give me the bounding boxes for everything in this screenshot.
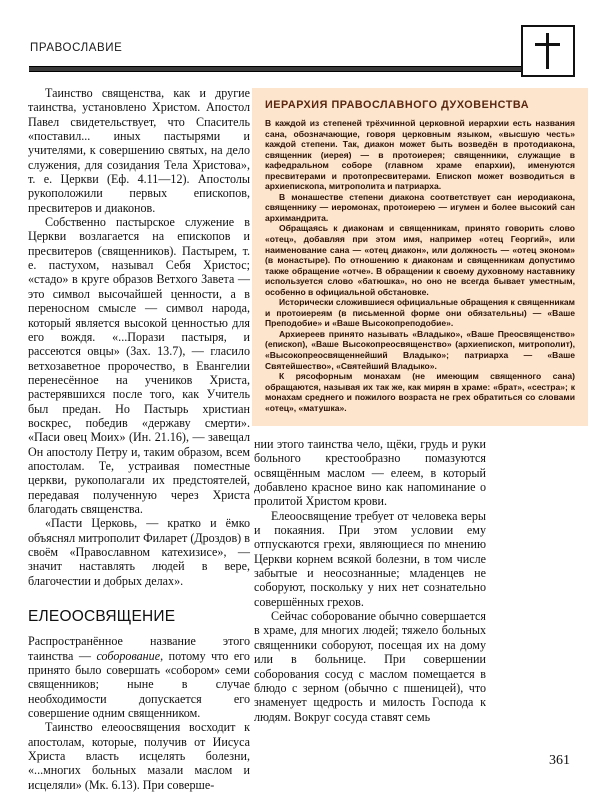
paragraph: Елеоосвящение требует от человека веры и покаяния. При этом условии ему отпускаются грехи, являющиеся по мнению Церкви корнем всякой болезни, в том числе забытые и неосознанные; младенцев не соборуют, поскольку у них нет сознательно совершённых грехов. (254, 508, 486, 609)
sidebar-paragraph: В монашестве степени диакона соответствует сан иеродиакона, священнику — иеромонах, протоиерею — игумен и более высокий сан архимандрита. (265, 191, 575, 223)
paragraph: Таинство священства, как и другие таинства, установлено Христом. Апостол Павел свидетельствует, что Спаситель «поставил... иных пастырями и учителями, к совершению святых, на дело служения, для созидания Тела Христова», т. е. Церкви (Еф. 4.11—12). Апостолы рукоположили первых епископов, пресвитеров и диаконов. (28, 86, 250, 215)
highlighted-sidebar-box (252, 88, 588, 426)
cross-vertical-bar (546, 33, 549, 69)
paragraph: Собственно пастырское служение в Церкви возлагается на епископов и пресвитеров (священников). Пастырем, т. е. пастухом, называл Себя Христос; «стадо» в круге образов Ветхого Завета — это символ высочайшей ценности, а в переносном смысле — символ народа, который является высокой ценностью для его вождя. «...Порази пастыря, и рассеются овцы» (Зах. 13.7), — гласило ветхозаветное пророчество, в Евангелии перенесённое на учеников Христа, растерявшихся после того, как Учитель был предан. Но Пастырь христиан воскрес, победив «державу смерти». «Паси овец Моих» (Ин. 21.16), — завещал Он апостолу Петру и, таким образом, всем апостолам. Те, устраивая поместные церкви, рукополагали их предстоятелей, передавая полученную через Христа благодать священства. (28, 215, 250, 516)
sidebar-paragraph: К рясофорным монахам (не имеющим священного сана) обращаются, называя их так же, как мирян в храме: «брат», «сестра»; к монахам среднего и пожилого возраста не грех обратиться со словами «отец», «матушка». (265, 371, 575, 413)
sidebar-paragraph: Исторически сложившиеся официальные обращения к священникам и протоиереям (в письменной форме они обязательны) — «Ваше Преподобие» и «Ваше Высокопреподобие». (265, 297, 575, 329)
left-text-column (28, 86, 250, 792)
emphasized-term: соборование (96, 648, 161, 663)
paragraph-text-part: , потому что его принято было совершать «собором» семи священников; ныне в случае необходимости допускается его совершение одним священником. (28, 648, 250, 721)
sidebar-paragraph: Обращаясь к диаконам и священникам, принято говорить слово «отец», добавляя при этом имя, например «отец Георгий», или наименование сана — «отец диакон», или должность — «отец эконом» (в монастыре). По отношению к диаконам и священникам допустимо также обращение «отче». В обращении к своему духовному наставнику используется слово «батюшка», но оно не всегда бывает уместным, особенно в официальной обстановке. (265, 223, 575, 297)
header-rule (29, 66, 541, 72)
paragraph (28, 634, 250, 720)
sidebar-paragraph: В каждой из степеней трёхчинной церковной иерархии есть названия сана, обозначающие, говоря церковным языком, «высшую честь» каждой степени. Так, диакон может быть возведён в протодиакона, священник (иерея) — в протоиерея; священники, служащие в кафедральном соборе (главном храме епархии), именуются пресвитерами и протопресвитерами. Епископ может возводиться в архиепископа, митрополита и патриарха. (265, 118, 575, 192)
paragraph: нии этого таинства чело, щёки, грудь и руки больного крестообразно помазуются освящённым маслом — елеем, в который добавлено красное вино как напоминание о пролитой Христом крови. (254, 437, 486, 509)
sidebar-title: ИЕРАРХИЯ ПРАВОСЛАВНОГО ДУХОВЕНСТВА (265, 99, 530, 111)
cross-icon (521, 25, 575, 77)
sidebar-paragraph: Архиереев принято называть «Владыко», «Ваше Преосвященство» (епископ), «Ваше Высокопреосвященство» (архиепископ, митрополит), «Высокопреосвященнейший Владыко»; патриарха — «Ваше Святейшество», «Святейший Владыко». (265, 328, 575, 371)
page-section-title: ЕЛЕООСВЯЩЕНИЕ (28, 608, 176, 626)
running-head: ПРАВОСЛАВИЕ (30, 42, 123, 54)
right-text-column (254, 437, 486, 724)
paragraph: Таинство елеоосвящения восходит к апостолам, которые, получив от Иисуса Христа власть исцелять болезни, «...многих больных мазали маслом и исцеляли» (Мк. 6.13). При соверше- (28, 720, 250, 792)
paragraph: «Пасти Церковь, — кратко и ёмко объяснял митрополит Филарет (Дроздов) в своём «Православном катехизисе», — значит наставлять людей в вере, благочестии и добрых делах». (28, 516, 250, 588)
page-number: 361 (549, 753, 570, 768)
paragraph: Сейчас соборование обычно совершается в храме, для многих людей; тяжело больных священники соборуют, посещая их на дому или в больнице. При совершении соборования сосуд с маслом помещается в блюдо с зерном (обычно с пшеницей), что знаменует щедрость и милость Господа к людям. Вокруг сосуда ставят семь (254, 609, 486, 724)
cross-horizontal-bar (535, 43, 560, 46)
sidebar-body (265, 118, 575, 413)
paragraph-text-part: Распространённое название этого таинства — (28, 634, 250, 663)
